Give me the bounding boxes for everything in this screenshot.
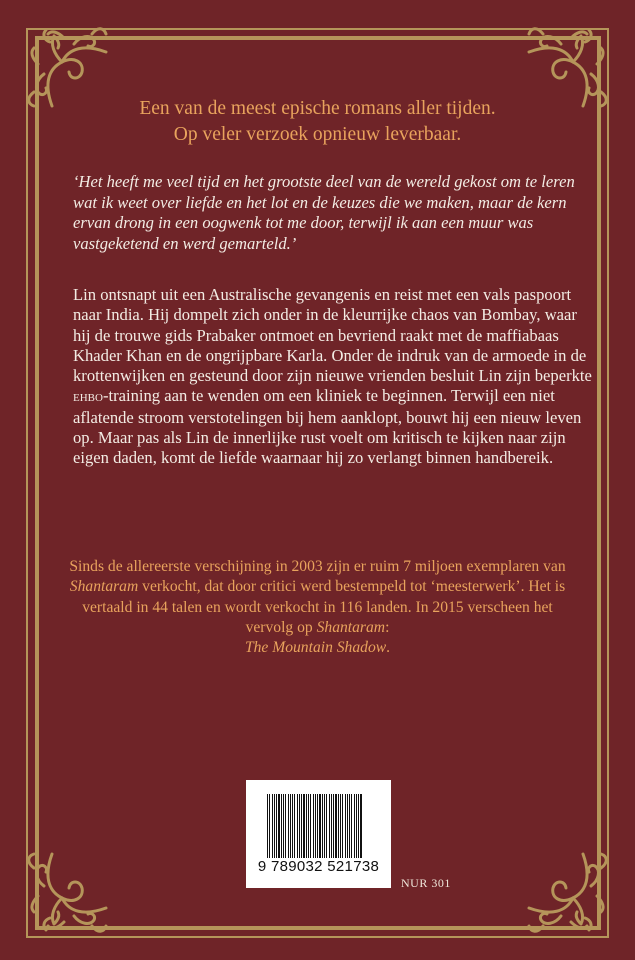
promo-text-2: verkocht, dat door critici werd bestempeld tot ‘meesterwerk’. Het is vertaald in 44 talen en wordt verkocht in 116 landen. In 2015 verscheen het vervolg op xyxy=(82,578,566,636)
tagline xyxy=(60,96,575,148)
nur-code: NUR 301 xyxy=(401,876,451,890)
promo-text-4: . xyxy=(386,639,391,657)
synopsis-abbr: ehbo xyxy=(73,389,103,406)
isbn-number: 9 789032 521738 xyxy=(257,858,380,875)
corner-ornament-icon xyxy=(511,836,621,946)
barcode-bars-icon xyxy=(267,794,370,864)
book-title: Shantaram xyxy=(316,618,386,636)
sequel-title: The Mountain Shadow xyxy=(244,639,387,657)
synopsis xyxy=(73,285,593,469)
author-quote: ‘Het heeft me veel tijd en het grootste deel van de wereld gekost om te leren wat ik weet over liefde en het lot en de keuzes die we maken, maar de kern ervan drong in een oogwenk tot me door, terwijl ik aan een muur was vastgeketend en werd gemarteld.’ xyxy=(73,172,575,253)
promo-text xyxy=(60,557,575,658)
book-title: Shantaram xyxy=(69,578,139,596)
synopsis-text-1: Lin ontsnapt uit een Australische gevangenis en reist met een vals paspoort naar India. Hij dompelt zich onder in de kleurrijke chaos van Bombay, waar hij de trouwe gids Prabaker ontmoet en bevriend raakt met de maffiabaas Khader Khan en de ongrijpbare Karla. Onder de indruk van de armoede in de krottenwijken en gesteund door zijn nieuwe vrienden besluit Lin zijn beperkte xyxy=(73,285,592,386)
synopsis-text-2: -training aan te wenden om een kliniek te beginnen. Terwijl een niet aflatende stroom verstotelingen bij hem aanklopt, bouwt hij een nieuw leven op. Maar pas als Lin de innerlijke rust voelt om kritisch te kijken naar zijn eigen daden, komt de liefde waarnaar hij zo verlangt binnen handbereik. xyxy=(73,386,582,468)
tagline-line-2: Op veler verzoek opnieuw leverbaar. xyxy=(173,124,462,145)
isbn-barcode xyxy=(246,780,391,888)
corner-ornament-icon xyxy=(14,836,124,946)
promo-text-3: : xyxy=(385,618,390,636)
promo-text-1: Sinds de allereerste verschijning in 2003 zijn er ruim 7 miljoen exemplaren van xyxy=(69,558,566,575)
tagline-line-1: Een van de meest epische romans aller tijden. xyxy=(139,98,496,119)
